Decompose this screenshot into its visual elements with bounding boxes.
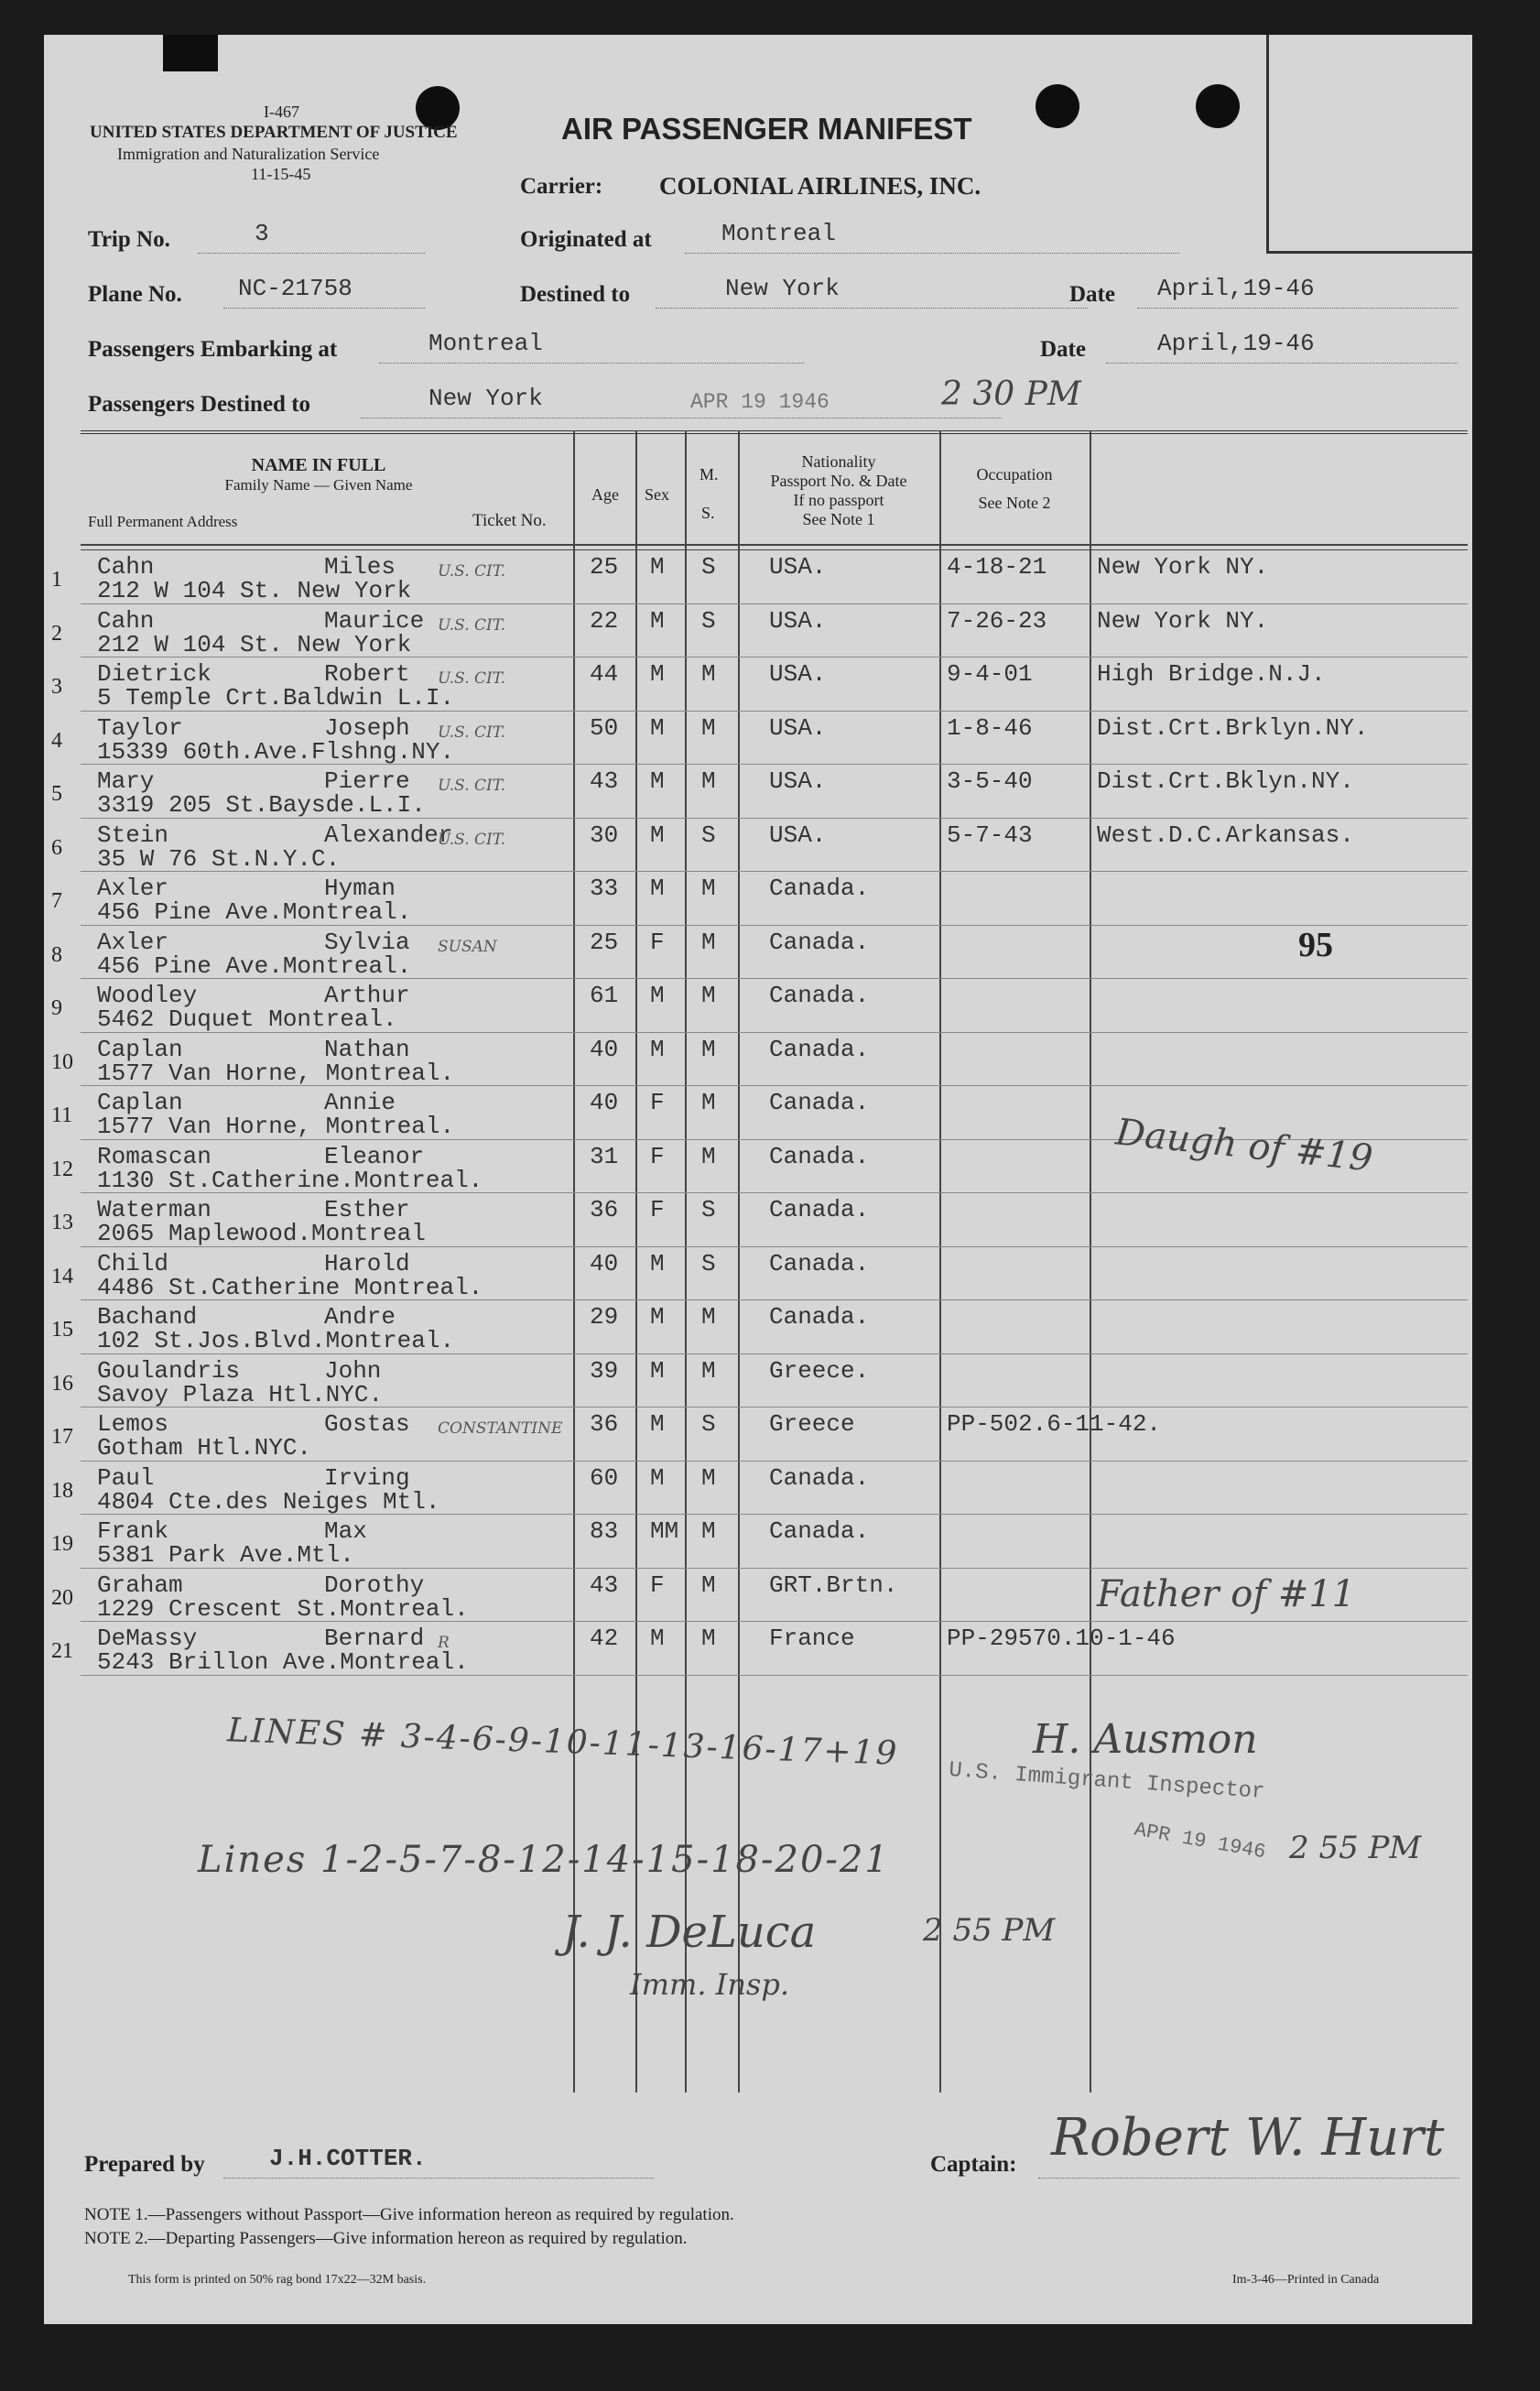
date-value-2: April,19-46: [1157, 330, 1315, 357]
family-name: Caplan: [97, 1035, 183, 1063]
prepared-label: Prepared by: [84, 2152, 205, 2177]
row-number: 15: [51, 1318, 73, 1342]
row-number: 17: [51, 1425, 73, 1449]
sex: F: [650, 1089, 665, 1116]
marital-status: M: [701, 1570, 716, 1599]
row-divider: [81, 1192, 1468, 1193]
row-divider: [81, 1032, 1468, 1033]
marital-status: M: [701, 928, 716, 956]
address: Savoy Plaza Htl.NYC.: [97, 1380, 384, 1408]
family-name: Stein: [97, 821, 169, 849]
plane-label: Plane No.: [88, 282, 182, 307]
passengers-destined-value: New York: [428, 385, 543, 412]
print-note: This form is printed on 50% rag bond 17x22—32M basis.: [128, 2273, 427, 2287]
occupation: 3-5-40: [947, 767, 1033, 795]
row-divider: [81, 711, 1468, 712]
captain-signature: Robert W. Hurt: [1051, 2108, 1445, 2168]
age: 22: [590, 606, 619, 635]
col-occupation-1: Occupation: [976, 465, 1053, 484]
sex: F: [650, 1142, 665, 1170]
family-name: Cahn: [97, 606, 155, 635]
sex: M: [650, 1303, 665, 1331]
col-age-header: Age: [591, 485, 619, 504]
given-name: Robert: [324, 660, 410, 688]
col-name-title: NAME IN FULL: [251, 455, 386, 475]
nationality: Canada.: [769, 1517, 870, 1545]
family-name: Bachand: [97, 1303, 198, 1331]
trip-value: 3: [255, 220, 269, 247]
marital-status: M: [701, 713, 716, 742]
family-name: Waterman: [97, 1196, 211, 1223]
passengers-destined-label: Passengers Destined to: [88, 392, 311, 417]
address: 35 W 76 St.N.Y.C.: [97, 844, 341, 873]
address: 102 St.Jos.Blvd.Montreal.: [97, 1327, 455, 1354]
inspector-signature: H. Ausmon: [1033, 1716, 1258, 1763]
occupation: PP-502.6-11-42.: [947, 1410, 1162, 1438]
nationality: USA.: [769, 660, 827, 688]
family-name: Axler: [97, 928, 169, 956]
given-name: Maurice: [324, 606, 425, 635]
address: 4486 St.Catherine Montreal.: [97, 1273, 483, 1301]
form-number: I-467: [264, 103, 299, 121]
nationality: Canada.: [769, 1035, 870, 1063]
address: 5381 Park Ave.Mtl.: [97, 1541, 354, 1569]
col-occupation-2: See Note 2: [978, 494, 1051, 512]
row-divider: [81, 764, 1468, 765]
given-name: Nathan: [324, 1035, 410, 1063]
address: 5462 Duquet Montreal.: [97, 1005, 397, 1033]
corner-box: [1266, 35, 1472, 254]
handwritten-note: U.S. CIT.: [438, 723, 505, 742]
sex: F: [650, 1196, 665, 1223]
sex: M: [650, 1410, 665, 1438]
nationality: Canada.: [769, 1303, 870, 1331]
department: UNITED STATES DEPARTMENT OF JUSTICE: [90, 123, 458, 142]
row-number: 11: [51, 1103, 73, 1127]
sex: F: [650, 1570, 665, 1599]
col-nationality-1: Nationality: [801, 452, 876, 471]
marital-status: S: [701, 1196, 716, 1223]
sex: M: [650, 553, 665, 581]
given-name: Eleanor: [324, 1142, 425, 1170]
handwritten-note: U.S. CIT.: [438, 777, 505, 795]
sex: M: [650, 660, 665, 688]
family-name: Taylor: [97, 713, 183, 742]
row-number: 19: [51, 1532, 73, 1556]
received-stamp: APR 19 1946: [690, 390, 830, 414]
carrier-label: Carrier:: [520, 174, 603, 199]
punch-hole: [163, 35, 218, 71]
age: 42: [590, 1625, 619, 1652]
address: 3319 205 St.Baysde.L.I.: [97, 791, 426, 819]
given-name: Alexander: [324, 821, 453, 849]
row-number: 21: [51, 1639, 73, 1663]
marital-status: M: [701, 1035, 716, 1063]
row-divider: [81, 1353, 1468, 1354]
given-name: Gostas: [324, 1410, 410, 1438]
col-nationality-2: Passport No. & Date: [770, 472, 907, 490]
row-divider: [81, 1514, 1468, 1515]
sex: M: [650, 982, 665, 1009]
given-name: Irving: [324, 1463, 410, 1492]
row-divider: [81, 871, 1468, 872]
given-name: Hyman: [324, 875, 396, 902]
address: 2065 Maplewood.Montreal: [97, 1220, 426, 1247]
lines-note-2: Lines 1-2-5-7-8-12-14-15-18-20-21: [198, 1839, 890, 1881]
sex: MM: [650, 1517, 679, 1545]
marital-status: M: [701, 1463, 716, 1492]
destination-extra: High Bridge.N.J.: [1097, 660, 1326, 688]
col-ticket-header: Ticket No.: [472, 511, 547, 530]
embarking-label: Passengers Embarking at: [88, 337, 338, 362]
date-label-2: Date: [1040, 337, 1086, 362]
nationality: Canada.: [769, 928, 870, 956]
given-name: Miles: [324, 553, 396, 581]
row-number: 8: [51, 942, 62, 967]
marital-status: S: [701, 821, 716, 849]
nationality: Canada.: [769, 1142, 870, 1170]
sex: M: [650, 875, 665, 902]
age: 43: [590, 767, 619, 795]
handwritten-note: R: [438, 1634, 450, 1652]
row-divider: [81, 603, 1468, 604]
family-name: Axler: [97, 875, 169, 902]
age: 30: [590, 821, 619, 849]
lines-note-1: LINES # 3-4-6-9-10-11-13-16-17+19: [226, 1712, 900, 1773]
occupation: PP-29570.10-1-46: [947, 1625, 1176, 1652]
family-name: Mary: [97, 767, 155, 795]
sex: M: [650, 606, 665, 635]
age: 50: [590, 713, 619, 742]
family-name: Goulandris: [97, 1356, 241, 1385]
note-daughter: Daugh of #19: [1113, 1111, 1375, 1180]
manifest-sheet: [44, 35, 1472, 2324]
note-2: NOTE 2.—Departing Passengers—Give information hereon as required by regulation.: [84, 2229, 688, 2248]
given-name: Esther: [324, 1196, 410, 1223]
given-name: Max: [324, 1517, 367, 1545]
given-name: Annie: [324, 1089, 396, 1116]
row-number: 10: [51, 1049, 73, 1074]
family-name: Cahn: [97, 553, 155, 581]
originated-label: Originated at: [520, 227, 652, 252]
marital-status: M: [701, 1089, 716, 1116]
age: 40: [590, 1249, 619, 1277]
col-name-sub: Family Name — Given Name: [224, 476, 413, 494]
col-occupation-header: [939, 465, 1090, 513]
given-name: Arthur: [324, 982, 410, 1009]
col-nationality-3: If no passport: [793, 491, 884, 509]
family-name: Frank: [97, 1517, 169, 1545]
family-name: Dietrick: [97, 660, 211, 688]
punch-hole: [1196, 84, 1240, 128]
row-divider: [81, 1621, 1468, 1622]
marital-status: M: [701, 982, 716, 1009]
nationality: France: [769, 1625, 855, 1652]
form-date: 11-15-45: [251, 165, 311, 183]
age: 36: [590, 1196, 619, 1223]
given-name: Dorothy: [324, 1570, 425, 1599]
marital-status: M: [701, 1303, 716, 1331]
row-number: 16: [51, 1371, 73, 1396]
row-divider: [81, 1085, 1468, 1086]
age: 40: [590, 1035, 619, 1063]
given-name: Harold: [324, 1249, 410, 1277]
age: 25: [590, 553, 619, 581]
nationality: GRT.Brtn.: [769, 1570, 898, 1599]
col-ms-header-m: M.: [700, 465, 719, 484]
embarking-value: Montreal: [428, 330, 543, 357]
marital-status: S: [701, 1249, 716, 1277]
inspector-stamp-date: APR 19 1946: [1132, 1818, 1268, 1864]
row-number: 9: [51, 996, 62, 1020]
sex: M: [650, 1356, 665, 1385]
col-nationality-4: See Note 1: [802, 510, 875, 528]
sex: M: [650, 713, 665, 742]
age: 61: [590, 982, 619, 1009]
nationality: Canada.: [769, 875, 870, 902]
sex: M: [650, 1249, 665, 1277]
handwritten-note: U.S. CIT.: [438, 562, 505, 581]
service: Immigration and Naturalization Service: [117, 145, 380, 163]
nationality: Greece: [769, 1410, 855, 1438]
marital-status: M: [701, 1517, 716, 1545]
row-number: 1: [51, 568, 62, 592]
marital-status: M: [701, 767, 716, 795]
row-divider: [81, 1568, 1468, 1569]
handwritten-note: U.S. CIT.: [438, 830, 505, 849]
row-number: 18: [51, 1478, 73, 1503]
nationality: Canada.: [769, 1463, 870, 1492]
marital-status: M: [701, 1625, 716, 1652]
sex: M: [650, 821, 665, 849]
nationality: USA.: [769, 606, 827, 635]
inspector-title: U.S. Immigrant Inspector: [948, 1757, 1266, 1806]
row-number: 13: [51, 1211, 73, 1234]
address: 1577 Van Horne, Montreal.: [97, 1059, 455, 1087]
row-number: 14: [51, 1264, 73, 1288]
age: 25: [590, 928, 619, 956]
row-number: 3: [51, 675, 62, 699]
family-name: Caplan: [97, 1089, 183, 1116]
given-name: Andre: [324, 1303, 396, 1331]
row-number: 2: [51, 621, 62, 646]
address: 1130 St.Catherine.Montreal.: [97, 1166, 483, 1194]
handwritten-note: U.S. CIT.: [438, 615, 505, 635]
date-label-1: Date: [1069, 282, 1115, 307]
age: 40: [590, 1089, 619, 1116]
age: 83: [590, 1517, 619, 1545]
handwritten-note: SUSAN: [438, 937, 497, 956]
given-name: Bernard: [324, 1625, 425, 1652]
handwritten-note: CONSTANTINE: [438, 1419, 563, 1438]
nationality: Canada.: [769, 1249, 870, 1277]
handwritten-time: 2 30 PM: [941, 375, 1081, 413]
inspector-time: 2 55 PM: [1289, 1830, 1422, 1866]
officer-time: 2 55 PM: [923, 1912, 1056, 1949]
nationality: Canada.: [769, 1196, 870, 1223]
occupation: 1-8-46: [947, 713, 1033, 742]
row-number: 5: [51, 782, 62, 806]
originated-value: Montreal: [721, 220, 836, 247]
destination-extra: Dist.Crt.Bklyn.NY.: [1097, 767, 1354, 795]
age: 31: [590, 1142, 619, 1170]
family-name: Graham: [97, 1570, 183, 1599]
address: 15339 60th.Ave.Flshng.NY.: [97, 737, 455, 766]
page-number-stamp: 95: [1298, 926, 1333, 964]
occupation: 7-26-23: [947, 606, 1047, 635]
col-sex-header: Sex: [645, 485, 669, 504]
marital-status: M: [701, 660, 716, 688]
marital-status: S: [701, 553, 716, 581]
age: 36: [590, 1410, 619, 1438]
punch-hole: [1036, 84, 1079, 128]
age: 39: [590, 1356, 619, 1385]
address: 1577 Van Horne, Montreal.: [97, 1113, 455, 1140]
page-title: AIR PASSENGER MANIFEST: [561, 112, 972, 146]
marital-status: M: [701, 1142, 716, 1170]
given-name: John: [324, 1356, 382, 1385]
marital-status: S: [701, 606, 716, 635]
address: 1229 Crescent St.Montreal.: [97, 1594, 469, 1623]
row-number: 20: [51, 1585, 73, 1610]
destined-label: Destined to: [520, 282, 631, 307]
family-name: DeMassy: [97, 1625, 198, 1652]
row-number: 12: [51, 1157, 73, 1181]
nationality: USA.: [769, 821, 827, 849]
marital-status: S: [701, 1410, 716, 1438]
age: 43: [590, 1570, 619, 1599]
print-code: Im-3-46—Printed in Canada: [1232, 2273, 1380, 2287]
given-name: Joseph: [324, 713, 410, 742]
address: Gotham Htl.NYC.: [97, 1434, 312, 1462]
destination-extra: New York NY.: [1097, 553, 1269, 581]
col-ms-header-s: S.: [701, 504, 715, 522]
nationality: Greece.: [769, 1356, 870, 1385]
given-name: Pierre: [324, 767, 410, 795]
age: 44: [590, 660, 619, 688]
row-divider: [81, 818, 1468, 819]
sex: M: [650, 1625, 665, 1652]
address: 456 Pine Ave.Montreal.: [97, 898, 412, 926]
occupation: 4-18-21: [947, 553, 1047, 581]
row-number: 6: [51, 835, 62, 860]
marital-status: M: [701, 1356, 716, 1385]
nationality: Canada.: [769, 1089, 870, 1116]
note-father: Father of #11: [1097, 1573, 1356, 1615]
officer-signature: J. J. DeLuca: [562, 1907, 817, 1958]
address: 212 W 104 St. New York: [97, 577, 412, 604]
col-address-header: Full Permanent Address: [88, 513, 238, 530]
given-name: Sylvia: [324, 928, 410, 956]
sex: M: [650, 767, 665, 795]
family-name: Romascan: [97, 1142, 211, 1170]
age: 33: [590, 875, 619, 902]
nationality: Canada.: [769, 982, 870, 1009]
nationality: USA.: [769, 767, 827, 795]
family-name: Lemos: [97, 1410, 169, 1438]
family-name: Paul: [97, 1463, 155, 1492]
trip-label: Trip No.: [88, 227, 170, 252]
nationality: USA.: [769, 713, 827, 742]
occupation: 9-4-01: [947, 660, 1033, 688]
address: 5 Temple Crt.Baldwin L.I.: [97, 684, 455, 712]
nationality: USA.: [769, 553, 827, 581]
handwritten-note: U.S. CIT.: [438, 669, 505, 688]
note-1: NOTE 1.—Passengers without Passport—Give information hereon as required by regulation.: [84, 2205, 734, 2224]
sex: M: [650, 1035, 665, 1063]
sex: M: [650, 1463, 665, 1492]
sex: F: [650, 928, 665, 956]
carrier-value: COLONIAL AIRLINES, INC.: [659, 172, 981, 200]
occupation: 5-7-43: [947, 821, 1033, 849]
row-divider: [81, 925, 1468, 926]
row-divider: [81, 657, 1468, 658]
address: 5243 Brillon Ave.Montreal.: [97, 1648, 469, 1676]
officer-title: Imm. Insp.: [630, 1967, 789, 2002]
row-number: 4: [51, 728, 62, 753]
address: 212 W 104 St. New York: [97, 630, 412, 658]
row-divider: [81, 978, 1468, 979]
row-number: 7: [51, 889, 62, 913]
address: 456 Pine Ave.Montreal.: [97, 951, 412, 980]
destination-extra: West.D.C.Arkansas.: [1097, 821, 1354, 849]
marital-status: M: [701, 875, 716, 902]
destination-extra: Dist.Crt.Brklyn.NY.: [1097, 713, 1369, 742]
captain-label: Captain:: [930, 2152, 1017, 2177]
plane-value: NC-21758: [238, 275, 352, 302]
row-divider: [81, 1461, 1468, 1462]
col-nationality-header: [738, 452, 939, 529]
col-name-header: [154, 456, 483, 495]
row-divider: [81, 1299, 1468, 1300]
destination-extra: New York NY.: [1097, 606, 1269, 635]
row-divider: [81, 1675, 1468, 1676]
row-divider: [81, 1246, 1468, 1247]
prepared-value: J.H.COTTER.: [269, 2145, 427, 2172]
destined-value: New York: [725, 275, 840, 302]
age: 60: [590, 1463, 619, 1492]
family-name: Child: [97, 1249, 169, 1277]
date-value-1: April,19-46: [1157, 275, 1315, 302]
family-name: Woodley: [97, 982, 198, 1009]
age: 29: [590, 1303, 619, 1331]
address: 4804 Cte.des Neiges Mtl.: [97, 1487, 440, 1516]
